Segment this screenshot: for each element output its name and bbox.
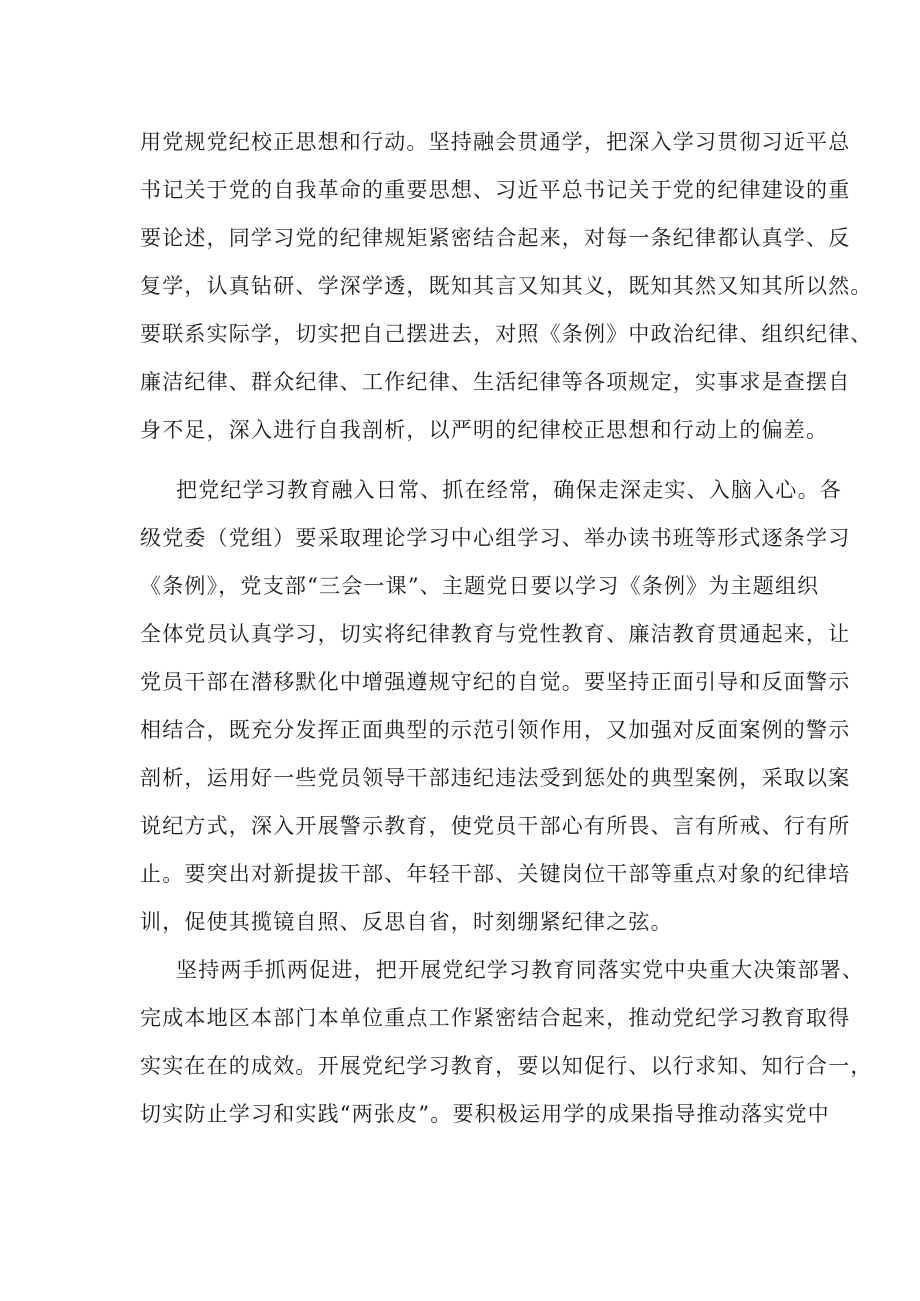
text-line: 把党纪学习教育融入日常、抓在经常，确保走深走实、入脑入心。各 (176, 478, 842, 502)
text-line: 全体党员认真学习，切实将纪律教育与党性教育、廉洁教育贯通起来，让 (140, 622, 851, 646)
text-line: 说纪方式，深入开展警示教育，使党员干部心有所畏、言有所戒、行有所 (140, 814, 851, 838)
paragraph-1 (140, 118, 873, 454)
text-line: 要论述，同学习党的纪律规矩紧密结合起来，对每一条纪律都认真学、反 (140, 226, 851, 250)
text-line: 切实防止学习和实践“两张皮”。要积极运用学的成果指导推动落实党中 (140, 1102, 830, 1126)
text-line: 书记关于党的自我革命的重要思想、习近平总书记关于党的纪律建设的重 (140, 178, 851, 202)
text-line: 坚持两手抓两促进，把开展党纪学习教育同落实党中央重大决策部署、 (176, 958, 865, 982)
text-line: 实实在在的成效。开展党纪学习教育，要以知促行、以行求知、知行合一， (140, 1054, 873, 1078)
text-line: 剖析，运用好一些党员领导干部违纪违法受到惩处的典型案例，采取以案 (140, 766, 851, 790)
text-line: 要联系实际学，切实把自己摆进去，对照《条例》中政治纪律、组织纪律、 (140, 322, 873, 346)
text-line: 身不足，深入进行自我剖析，以严明的纪律校正思想和行动上的偏差。 (140, 418, 829, 442)
text-line: 用党规党纪校正思想和行动。坚持融会贯通学，把深入学习贯彻习近平总 (140, 130, 851, 154)
text-line: 完成本地区本部门本单位重点工作紧密结合起来，推动党纪学习教育取得 (140, 1006, 851, 1030)
text-line: 廉洁纪律、群众纪律、工作纪律、生活纪律等各项规定，实事求是查摆自 (140, 370, 851, 394)
text-line: 《条例》，党支部“三会一课”、主题党日要以学习《条例》为主题组织 (140, 574, 820, 598)
text-line: 相结合，既充分发挥正面典型的示范引领作用，又加强对反面案例的警示 (140, 718, 851, 742)
paragraph-3 (140, 946, 873, 1138)
text-line: 级党委（党组）要采取理论学习中心组学习、举办读书班等形式逐条学习 (140, 526, 851, 550)
text-line: 训，促使其揽镜自照、反思自省，时刻绷紧纪律之弦。 (140, 910, 673, 934)
text-line: 止。要突出对新提拔干部、年轻干部、关键岗位干部等重点对象的纪律培 (140, 862, 851, 886)
paragraph-2 (140, 466, 850, 946)
text-line: 党员干部在潜移默化中增强遵规守纪的自觉。要坚持正面引导和反面警示 (140, 670, 851, 694)
text-line: 复学，认真钻研、学深学透，既知其言又知其义，既知其然又知其所以然。 (140, 274, 873, 298)
